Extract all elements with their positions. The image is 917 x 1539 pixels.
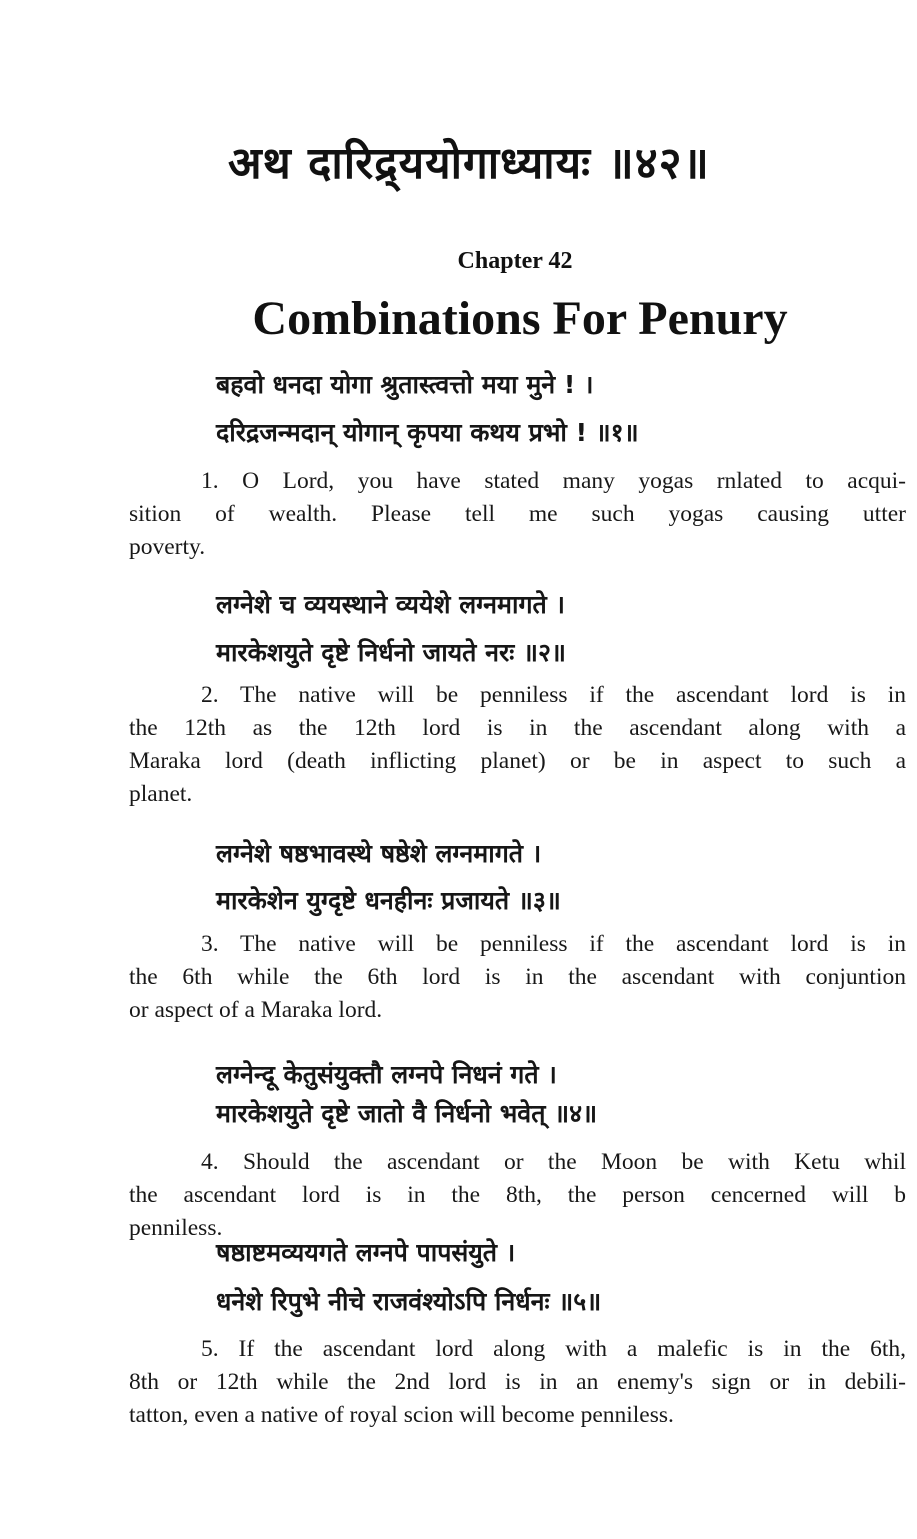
sanskrit-chapter-title: अथ दारिद्र्ययोगाध्यायः ॥४२॥	[228, 138, 710, 189]
chapter-label: Chapter 42	[457, 248, 573, 274]
translation-2	[129, 679, 906, 811]
shloka-4-line-1: लग्नेन्दू केतुसंयुक्तौ लग्नपे निधनं गते ।	[216, 1060, 557, 1089]
shloka-1-line-1: बहवो धनदा योगा श्रुतास्त्वत्तो मया मुने ! ।	[216, 370, 594, 399]
translation-4-line-1: 4. Should the ascendant or the Moon be with Ketu whil	[201, 1149, 906, 1175]
chapter-title: Combinations For Penury	[252, 292, 788, 345]
translation-4-line-2: the ascendant lord is in the 8th, the person cencerned will b	[129, 1182, 906, 1208]
translation-1-line-3: poverty.	[129, 534, 206, 560]
translation-4	[129, 1146, 906, 1245]
translation-5-line-1: 5. If the ascendant lord along with a malefic is in the 6th,	[201, 1336, 906, 1362]
translation-2-line-2: the 12th as the 12th lord is in the ascendant along with a	[129, 715, 906, 741]
shloka-5-line-1: षष्ठाष्टमव्ययगते लग्नपे पापसंयुते ।	[216, 1238, 516, 1267]
translation-3-line-1: 3. The native will be penniless if the ascendant lord is in	[201, 931, 906, 957]
translation-3-line-3: or aspect of a Maraka lord.	[129, 997, 383, 1023]
shloka-5-line-2: धनेशे रिपुभे नीचे राजवंश्योऽपि निर्धनः ॥५॥	[216, 1287, 602, 1316]
translation-4-line-3: penniless.	[129, 1215, 223, 1241]
translation-2-line-3: Maraka lord (death inflicting planet) or be in aspect to such a	[129, 748, 906, 774]
translation-3-line-2: the 6th while the 6th lord is in the ascendant with conjuntion	[129, 964, 906, 990]
translation-2-line-4: planet.	[129, 781, 193, 807]
shloka-3-line-1: लग्नेशे षष्ठभावस्थे षष्ठेशे लग्नमागते ।	[216, 839, 542, 868]
shloka-1-line-2: दरिद्रजन्मदान् योगान् कृपया कथय प्रभो ! ॥१॥	[216, 418, 639, 447]
translation-2-line-1: 2. The native will be penniless if the ascendant lord is in	[201, 682, 906, 708]
translation-5-line-2: 8th or 12th while the 2nd lord is in an enemy's sign or in debili-	[129, 1369, 906, 1395]
shloka-4-line-2: मारकेशयुते दृष्टे जातो वै निर्धनो भवेत् ॥४॥	[216, 1099, 598, 1128]
shloka-3-line-2: मारकेशेन युग्दृष्टे धनहीनः प्रजायते ॥३॥	[216, 886, 561, 915]
shloka-2-line-2: मारकेशयुते दृष्टे निर्धनो जायते नरः ॥२॥	[216, 638, 566, 667]
translation-3	[129, 928, 906, 1027]
shloka-2-line-1: लग्नेशे च व्ययस्थाने व्ययेशे लग्नमागते ।	[216, 590, 565, 619]
translation-1-line-1: 1. O Lord, you have stated many yogas rnlated to acqui-	[201, 468, 906, 494]
translation-5	[129, 1333, 906, 1432]
translation-5-line-3: tatton, even a native of royal scion will become penniless.	[129, 1402, 674, 1428]
translation-1-line-2: sition of wealth. Please tell me such yogas causing utter	[129, 501, 906, 527]
translation-1	[129, 465, 906, 564]
